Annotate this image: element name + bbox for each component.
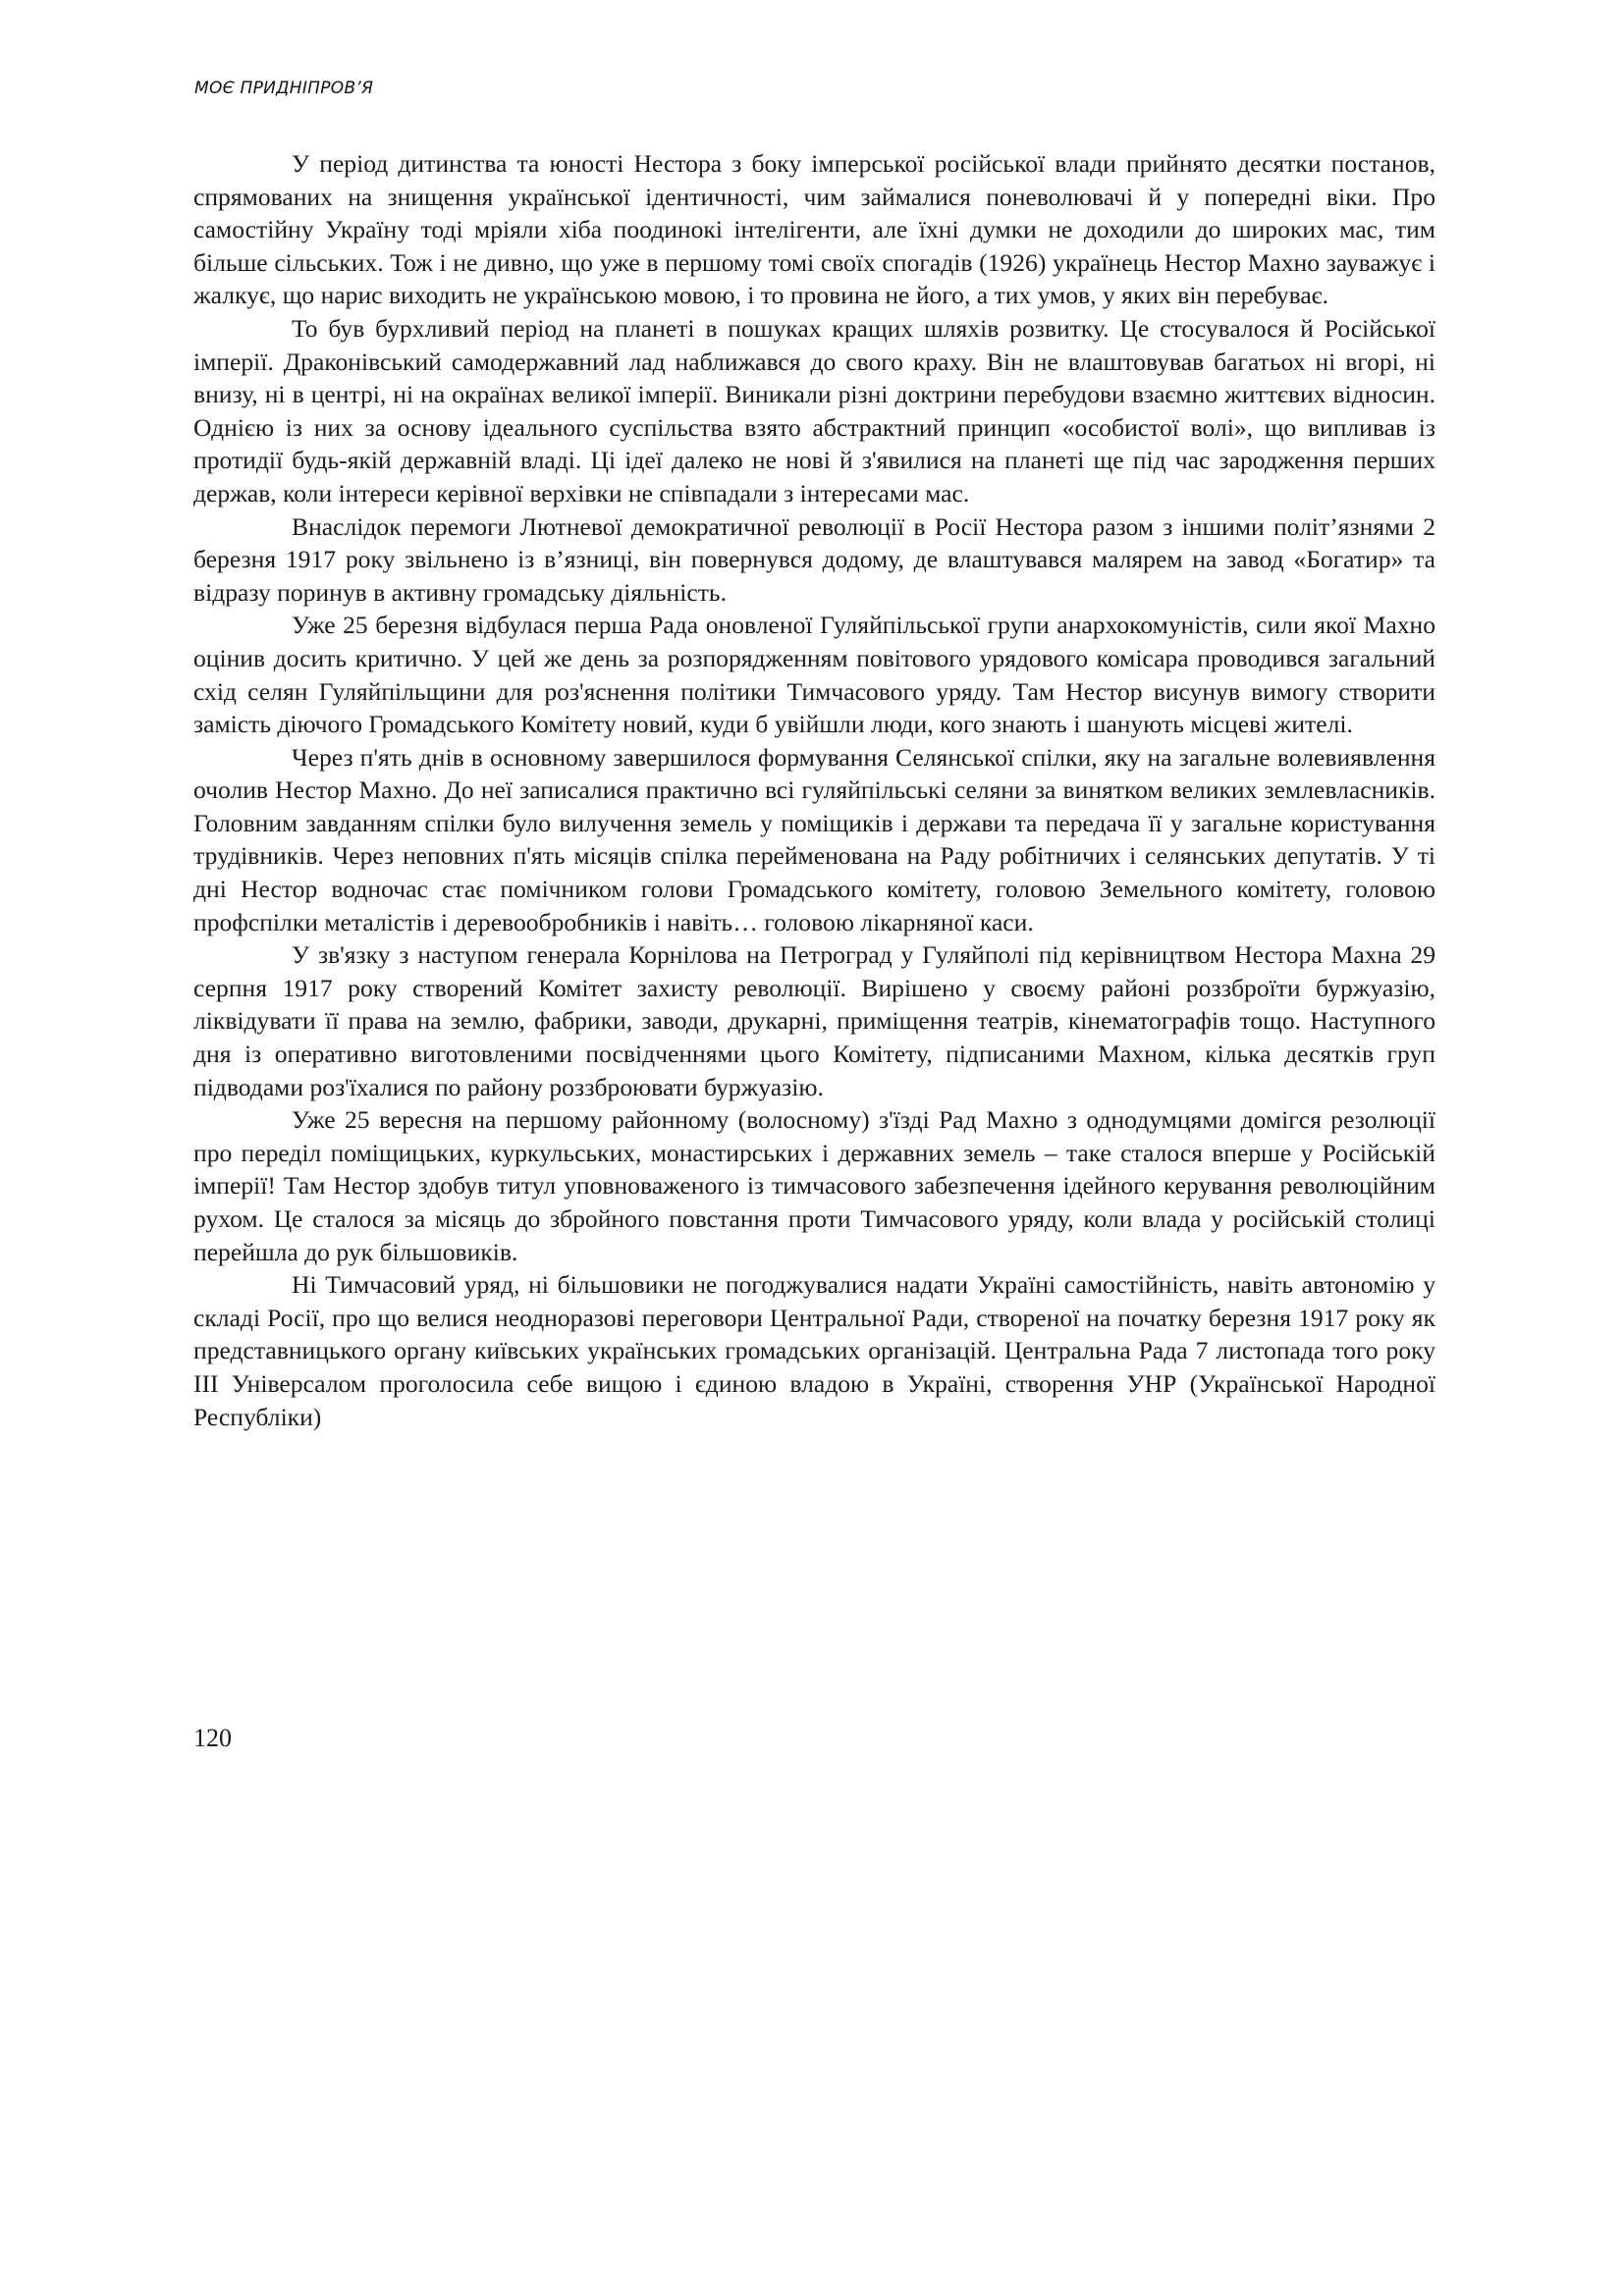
paragraph: Ні Тимчасовий уряд, ні більшовики не погоджувалися надати Україні самостійність, навіть автономію у складі Росії, про що велися неодноразові переговори Центральної Ради, створеної на початку березня 1917 року як представницького органу київських українських громадських організацій. Центральна Рада 7 листопада того року ІІІ Універсалом проголосила себе вищою і єдиною владою в Україні, створення УНР (Української Народної Республіки) [193,1270,1435,1431]
paragraph: Уже 25 березня відбулася перша Рада оновленої Гуляйпільської групи анархокомуністів, сили якої Махно оцінив досить критично. У цей же день за розпорядженням повітового урядового комісара проводився загальний схід селян Гуляйпільщини для роз'яснення політики Тимчасового уряду. Там Нестор висунув вимогу створити замість діючого Громадського Комітету новий, куди б увійшли люди, кого знають і шанують місцеві жителі. [193,611,1435,739]
paragraph: То був бурхливий період на планеті в пошуках кращих шляхів розвитку. Це стосувалося й Російської імперії. Драконівський самодержавний лад наближався до свого краху. Він не влаштовував багатьох ні вгорі, ні внизу, ні в центрі, ні на окраїнах великої імперії. Виникали різні доктрини перебудови взаємно життєвих відносин. Однією із них за основу ідеального суспільства взято абстрактний принцип «особистої волі», що випливав із протидії будь-якій державній владі. Ці ідеї далеко не нові й з'явилися на планеті ще під час зародження перших держав, коли інтереси керівної верхівки не співпадали з інтересами мас. [193,313,1435,507]
body-text [193,147,1435,1433]
paragraph: Внаслідок перемоги Лютневої демократичної революції в Росії Нестора разом з іншими політ’язнями 2 березня 1917 року звільнено із в’язниці, він повернувся додому, де влаштувався малярем на завод «Богатир» та відразу поринув в активну громадську діяльність. [193,511,1435,607]
paragraph: Уже 25 вересня на першому районному (волосному) з'їзді Рад Махно з однодумцями домігся резолюції про переділ поміщицьких, куркульських, монастирських і державних земель – таке сталося вперше у Російській імперії! Там Нестор здобув титул уповноваженого із тимчасового забезпечення ідейного керування революційним рухом. Це сталося за місяць до збройного повстання проти Тимчасового уряду, коли влада у російській столиці перейшла до рук більшовиків. [193,1105,1435,1266]
paragraph: У період дитинства та юності Нестора з боку імперської російської влади прийнято десятки постанов, спрямованих на знищення української ідентичності, чим займалися поневолювачі й у попередні віки. Про самостійну Україну тоді мріяли хіба поодинокі інтелігенти, але їхні думки не доходили до широких мас, тим більше сільських. Тож і не дивно, що уже в першому томі своїх спогадів (1926) українець Нестор Махно зауважує і жалкує, що нарис виходить не українською мовою, і то провина не його, а тих умов, у яких він перебуває. [193,149,1435,310]
page-number: 120 [193,1724,232,1752]
running-head: МОЄ ПРИДНІПРОВ’Я [194,79,374,98]
paragraph: Через п'ять днів в основному завершилося формування Селянської спілки, яку на загальне волевиявлення очолив Нестор Махно. До неї записалися практично всі гуляйпільські селяни за винятком великих землевласників. Головним завданням спілки було вилучення земель у поміщиків і держави та передача її у загальне користування трудівників. Через неповних п'ять місяців спілка перейменована на Раду робітничих і селянських депутатів. У ті дні Нестор водночас стає помічником голови Громадського комітету, головою Земельного комітету, головою профспілки металістів і деревообробників і навіть… головою лікарняної каси. [193,742,1435,936]
paragraph: У зв'язку з наступом генерала Корнілова на Петроград у Гуляйполі під керівництвом Нестора Махна 29 серпня 1917 року створений Комітет захисту революції. Вирішено у своєму районі роззброїти буржуазію, ліквідувати її права на землю, фабрики, заводи, друкарні, приміщення театрів, кінематографів тощо. Наступного дня із оперативно виготовленими посвідченнями цього Комітету, підписаними Махном, кілька десятків груп підводами роз'їхалися по району роззброювати буржуазію. [193,940,1435,1101]
